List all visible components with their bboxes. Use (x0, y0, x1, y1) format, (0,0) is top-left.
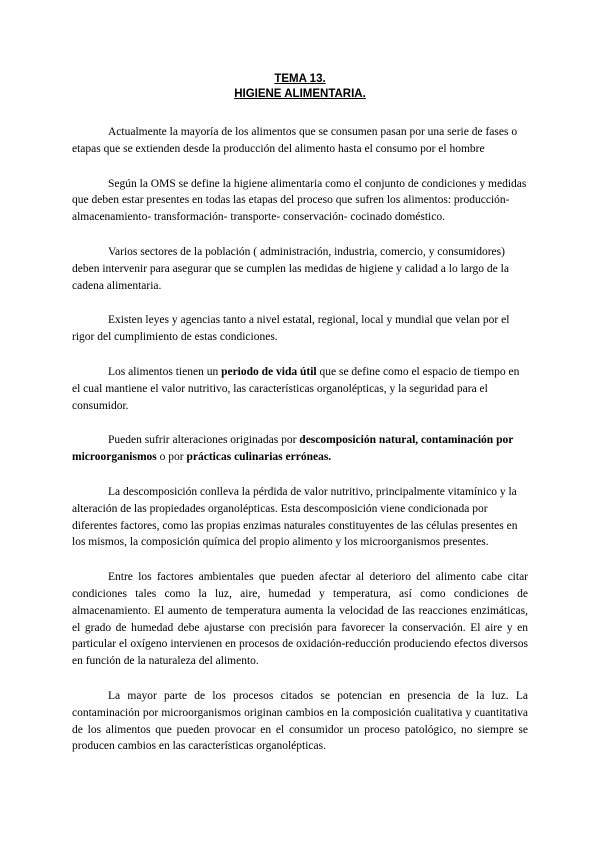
paragraph-shelf-life (72, 364, 528, 414)
alterations-text-before: Pueden sufrir alteraciones originadas por (108, 434, 300, 447)
shelf-life-text-after: que se define como el espacio de tiempo en el cual mantiene el valor nutritivo, las características organolépticas, y la seguridad para el consumidor. (72, 365, 520, 412)
paragraph-light-contamination: La mayor parte de los procesos citados se potencian en presencia de la luz. La contaminación por microorganismos originan cambios en la composición cualitativa y cuantitativa de los alimentos que pueden provocar en el consumidor un proceso patológico, no siempre se producen cambios en las características organolépticas. (72, 689, 528, 753)
alterations-term-1: descomposición natural, contaminación por microorganismos (72, 434, 514, 464)
title-topic-number: TEMA 13. (274, 73, 326, 85)
alterations-text-middle: o por (156, 451, 187, 464)
shelf-life-text-before: Los alimentos tienen un (108, 365, 222, 378)
paragraph-environmental-factors: Entre los factores ambientales que pueden afectar al deterioro del alimento cabe citar condiciones tales como la luz, aire, humedad y temperatura, así como condiciones de almacenamiento. El aumento de temperatura aumenta la velocidad de las reacciones enzimáticas, el grado de humedad debe ajustarse con precisión para favorecer la conservación. El aire y en particular el oxígeno intervienen en procesos de oxidación-reducción produciendo efectos diversos en función de la naturaleza del alimento. (72, 571, 528, 668)
document-page (72, 72, 528, 773)
paragraph-alterations (72, 432, 528, 466)
paragraph-laws: Existen leyes y agencias tanto a nivel estatal, regional, local y mundial que velan por el rigor del cumplimiento de estas condiciones. (72, 314, 510, 344)
paragraph-oms-definition: Según la OMS se define la higiene alimentaria como el conjunto de condiciones y medidas que deben estar presentes en todas las etapas del proceso que sufren los alimentos: producción- almacenamiento- transformación- transporte- conservación- cocinado doméstico. (72, 177, 527, 224)
paragraph-decomposition: La descomposición conlleva la pérdida de valor nutritivo, principalmente vitamínico y la alteración de las propiedades organolépticas. Esta descomposición viene condicionada por diferentes factores, como las propias enzimas naturales constituyentes de las células presentes en los mismos, la composición química del propio alimento y los microorganismos presentes. (72, 485, 518, 549)
paragraph-intro: Actualmente la mayoría de los alimentos que se consumen pasan por una serie de fases o etapas que se extienden desde la producción del alimento hasta el consumo por el hombre (72, 126, 518, 155)
title-topic-name: HIGIENE ALIMENTARIA. (234, 88, 366, 100)
alterations-term-2: prácticas culinarias erróneas. (186, 451, 332, 464)
shelf-life-term: periodo de vida útil (221, 365, 317, 378)
document-title (72, 72, 528, 102)
paragraph-sectors: Varios sectores de la población ( administración, industria, comercio, y consumidores) deben intervenir para asegurar que se cumplen las medidas de higiene y calidad a lo largo de la cadena alimentaria. (72, 245, 509, 292)
